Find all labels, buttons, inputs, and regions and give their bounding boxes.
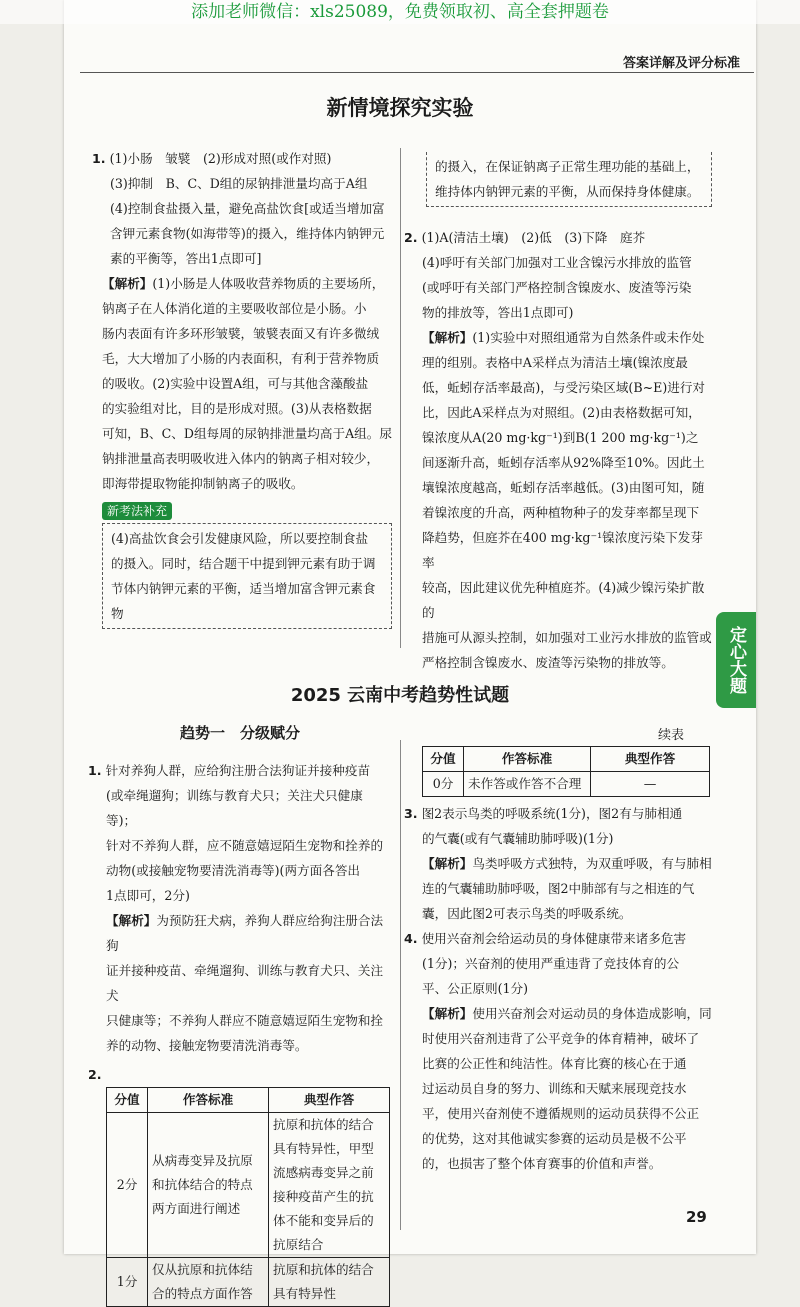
new-method-section [102,498,392,629]
supplement-line: 的摄入，在保证钠离子正常生理功能的基础上， [435,159,700,174]
q1-analysis-line: 的吸收。(2)实验中设置A组，可与其他含藻酸盐 [102,376,369,391]
table-cell: 抗原和抗体的结合具有特异性，甲型流感病毒变异之前接种疫苗产生的抗体不能和变异后的抗原结合 [269,1113,390,1258]
analysis-label: 【解析】 [422,856,473,871]
t4-line: 平、公正原则(1分) [422,981,528,996]
header-rule [80,72,754,73]
t3-analysis-line: 鸟类呼吸方式独特，为双重呼吸，有与肺相 [472,856,712,871]
t1-line: 针对不养狗人群，应不随意嬉逗陌生宠物和拴养的 [106,838,384,853]
q2-analysis-line: 低，蚯蚓存活率最高)，与受污染区域(B~E)进行对 [422,380,706,395]
t4-line: 使用兴奋剂会给运动员的身体健康带来诸多危害 [421,931,687,946]
q2-analysis-line: 镍浓度从A(20 mg·kg⁻¹)到B(1 200 mg·kg⁻¹)之 [422,430,699,445]
table-header-row [423,747,710,772]
q1-number: 1. [92,151,106,166]
q1-analysis-line: 可知，B、C、D组每周的尿钠排泄量均高于A组。尿 [102,426,392,441]
table-cell: 1分 [107,1258,148,1307]
page-number: 29 [686,1208,707,1226]
supplement-box [102,523,392,629]
q2-analysis-line: (1)实验中对照组通常为自然条件或未作处 [472,330,705,345]
table-row [423,772,710,797]
t1-line: 1点即可，2分) [106,888,190,903]
supplement-line: 维持体内钠钾元素的平衡，从而保持身体健康。 [435,184,700,199]
q2-analysis-line: 理的组别。表格中A采样点为清洁土壤(镍浓度最 [422,355,688,370]
t1-analysis-line: 为预防狂犬病，养狗人群应给狗注册合法狗 [106,913,384,953]
t1-analysis-line: 证并接种疫苗、牵绳遛狗、训练与教育犬只、关注犬 [106,963,384,1003]
watermark: 添加老师微信：xls25089，免费领取初、高全套押题卷 [0,0,800,24]
t3-analysis-line: 囊，因此图2可表示鸟类的呼吸系统。 [422,906,632,921]
supplement-line: (4)高盐饮食会引发健康风险，所以要控制食盐 [111,531,369,546]
q1-line: 含钾元素食物(如海带等)的摄入，维持体内钠钾元 [110,226,385,241]
analysis-label: 【解析】 [102,276,153,291]
analysis-label: 【解析】 [422,330,473,345]
t4-analysis-line: 使用兴奋剂会对运动员的身体造成影响，同 [472,1006,712,1021]
t4-analysis-line: 时使用兴奋剂违背了公平竞争的体育精神，破坏了 [422,1031,700,1046]
q1-analysis-line: (1)小肠是人体吸收营养物质的主要场所， [152,276,385,291]
t2-number: 2. [88,1067,102,1082]
table-row [107,1113,390,1258]
q2-analysis-line: 着镍浓度的升高，两种植物种子的发芽率都呈现下 [422,505,700,520]
q1-analysis-line: 毛，大大增加了小肠的内表面积，有利于营养物质 [102,351,380,366]
table-header: 典型作答 [269,1088,390,1113]
table-row [107,1258,390,1307]
table-header: 分值 [107,1088,148,1113]
q1-analysis-line: 即海带提取物能抑制钠离子的吸收。 [102,476,304,491]
q2-line: 物的排放等，答出1点即可) [422,305,574,320]
q1-line: (3)抑制 B、C、D组的尿钠排泄量均高于A组 [110,176,368,191]
table-header: 作答标准 [148,1088,269,1113]
q2-analysis-line: 严格控制含镍废水、废渣等污染物的排放等。 [422,655,674,670]
t4-analysis-line: 的，也损害了整个体育赛事的价值和声誉。 [422,1156,662,1171]
trend-subheading: 趋势一 分级赋分 [180,724,301,742]
q2-analysis-line: 较高，因此建议优先种植庭芥。(4)减少镍污染扩散的 [422,580,705,620]
t1-analysis-line: 只健康等；不养狗人群应不随意嬉逗陌生宠物和拴 [106,1013,384,1028]
q1-analysis-line: 钠排泄量高表明吸收进入体内的钠离子相对较少， [102,451,380,466]
table-cell: — [591,772,710,797]
supplement-box-continued [426,152,712,207]
t4-analysis-line: 的优势，这对其他诚实参赛的运动员是极不公平 [422,1131,687,1146]
q1-analysis-line: 肠内表面有许多环形皱襞，皱襞表面又有许多微绒 [102,326,380,341]
table-header: 分值 [423,747,464,772]
q2-number: 2. [404,230,418,245]
table-cell: 仅从抗原和抗体结合的特点方面作答 [148,1258,269,1307]
table-cell: 未作答或作答不合理 [464,772,591,797]
side-tab[interactable]: 定心大题 [716,612,756,708]
t1-line: 针对养狗人群，应给狗注册合法狗证并接种疫苗 [105,763,371,778]
continued-label: 续表 [658,728,685,743]
table-cell: 抗原和抗体的结合具有特异性 [269,1258,390,1307]
q2-analysis-line: 措施可从源头控制，如加强对工业污水排放的监管或 [422,630,712,645]
q1-line: (1)小肠 皱襞 (2)形成对照(或作对照) [109,151,332,166]
new-method-badge: 新考法补充 [102,502,172,520]
section-title-2: 2025 云南中考趋势性试题 [290,685,510,706]
q1-block [92,146,392,629]
q2-line: (1)A(清洁土壤) (2)低 (3)下降 庭芥 [421,230,646,245]
table-cell: 2分 [107,1113,148,1258]
column-divider [400,740,401,1230]
q2-analysis-line: 降趋势，但庭芥在400 mg·kg⁻¹镍浓度污染下发芽率 [422,530,703,570]
q2-analysis-line: 比，因此A采样点为对照组。(2)由表格数据可知， [422,405,701,420]
column-divider [400,148,401,648]
t3-line: 的气囊(或有气囊辅助肺呼吸)(1分) [422,831,614,846]
q2-line: (4)呼吁有关部门加强对工业含镍污水排放的监管 [422,255,692,270]
t1-line: 动物(或接触宠物要清洗消毒等)(两方面各答出 [106,863,361,878]
scoring-table [106,1087,390,1307]
q2-analysis-line: 壤镍浓度越高，蚯蚓存活率越低。(3)由图可知，随 [422,480,705,495]
table-header: 典型作答 [591,747,710,772]
q1-line: 素的平衡等，答出1点即可] [110,251,262,266]
t3-number: 3. [404,806,418,821]
supplement-line: 节体内钠钾元素的平衡，适当增加富含钾元素食物 [111,581,376,621]
q1-analysis-line: 钠离子在人体消化道的主要吸收部位是小肠。小 [102,301,367,316]
table-header: 作答标准 [464,747,591,772]
q2-line: (或呼吁有关部门严格控制含镍废水、废渣等污染 [422,280,692,295]
t1-number: 1. [88,763,102,778]
q2a-block [404,152,712,675]
q1-analysis-line: 的实验组对比，目的是形成对照。(3)从表格数据 [102,401,372,416]
analysis-label: 【解析】 [106,913,157,928]
t1-line: (或牵绳遛狗；训练与教育犬只；关注犬只健康等)； [106,788,363,828]
t4-analysis-line: 比赛的公正性和纯洁性。体育比赛的核心在于通 [422,1056,687,1071]
t1-analysis-line: 养的动物、接触宠物要清洗消毒等。 [106,1038,308,1053]
table-cell: 从病毒变异及抗原和抗体结合的特点两方面进行阐述 [148,1113,269,1258]
t3-analysis-line: 连的气囊辅助肺呼吸，图2中肺部有与之相连的气 [422,881,695,896]
t3-line: 图2表示鸟类的呼吸系统(1分)，图2有与肺相通 [421,806,683,821]
t4-line: (1分)；兴奋剂的使用严重违背了竞技体育的公 [422,956,680,971]
supplement-line: 的摄入。同时，结合题干中提到钾元素有助于调 [111,556,376,571]
table-header-row [107,1088,390,1113]
section-title-1: 新情境探究实验 [326,96,474,120]
q1-line: (4)控制食盐摄入量，避免高盐饮食[或适当增加富 [110,201,385,216]
t4-number: 4. [404,931,418,946]
continued-table [422,746,710,797]
header-label: 答案详解及评分标准 [622,56,740,71]
t4-analysis-line: 过运动员自身的努力、训练和天赋来展现竞技水 [422,1081,687,1096]
trend-left-block [88,758,392,1307]
trend-right-block [404,746,714,1176]
table-cell: 0分 [423,772,464,797]
t4-analysis-line: 平，使用兴奋剂使不遵循规则的运动员获得不公正 [422,1106,700,1121]
q2-analysis-line: 间逐渐升高，蚯蚓存活率从92%降至10%。因此土 [422,455,705,470]
analysis-label: 【解析】 [422,1006,473,1021]
